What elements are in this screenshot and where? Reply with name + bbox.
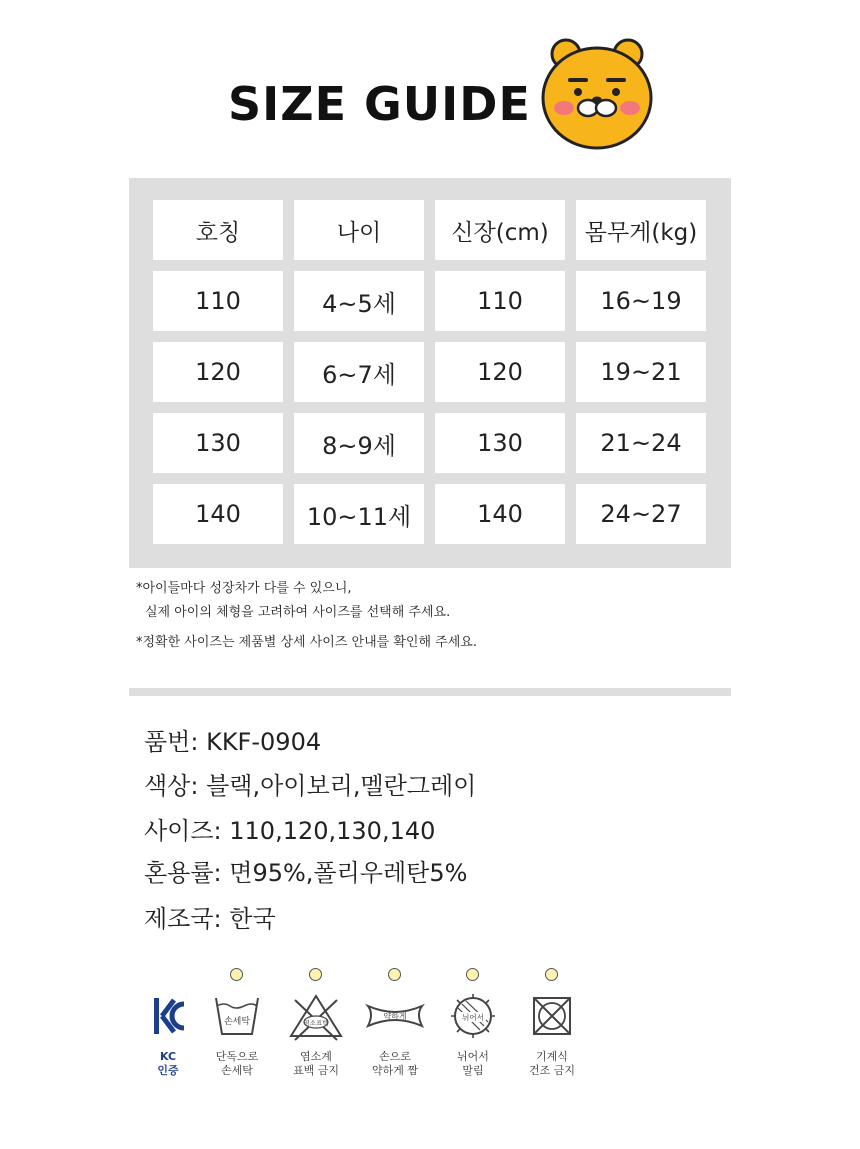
- indicator-dot-icon: [466, 968, 479, 981]
- no-tumble-dry-icon: [517, 992, 587, 1044]
- care-item-gentle-wring: [360, 962, 430, 1082]
- flat-dry-icon: [438, 992, 508, 1044]
- bear-mascot-icon: [538, 36, 656, 150]
- table-cell: 120: [153, 342, 283, 402]
- indicator-dot-icon: [230, 968, 243, 981]
- svg-text:손세탁: 손세탁: [223, 1017, 251, 1027]
- table-cell: 24~27: [576, 484, 706, 544]
- care-label-line1: 손으로: [379, 1050, 411, 1063]
- table-cell: 130: [435, 413, 565, 473]
- care-item-no-bleach: [281, 962, 351, 1082]
- header-cell: 신장(cm): [435, 200, 565, 260]
- indicator-dot-icon: [545, 968, 558, 981]
- care-label-line2: 건조 금지: [528, 1064, 575, 1077]
- care-label-line2: 약하게 짬: [371, 1064, 418, 1077]
- care-item-hand-wash: [202, 962, 272, 1082]
- table-cell: 140: [153, 484, 283, 544]
- kc-label-line2: 인증: [157, 1064, 179, 1077]
- care-label-line1: 염소계: [300, 1050, 332, 1063]
- kc-certification: [148, 994, 188, 1084]
- kc-mark-icon: [148, 994, 188, 1042]
- table-cell: 16~19: [576, 271, 706, 331]
- table-cell: 4~5세: [294, 271, 424, 331]
- indicator-dot-icon: [388, 968, 401, 981]
- note-line: *아이들마다 성장차가 다를 수 있으니,: [136, 581, 352, 596]
- svg-text:염소표백: 염소표백: [303, 1019, 329, 1027]
- table-cell: 110: [153, 271, 283, 331]
- note-line: *정확한 사이즈는 제품별 상세 사이즈 안내를 확인해 주세요.: [136, 635, 477, 650]
- care-label-line2: 손세탁: [221, 1064, 253, 1077]
- care-item-flat-dry: [438, 962, 508, 1082]
- item-number: 품번: KKF-0904: [144, 728, 322, 756]
- section-divider: [129, 688, 731, 696]
- kc-label-line1: KC: [159, 1050, 177, 1063]
- note-line: 실제 아이의 체형을 고려하여 사이즈를 선택해 주세요.: [145, 605, 451, 620]
- svg-text:뉘어서: 뉘어서: [462, 1013, 484, 1022]
- gentle-wring-icon: [360, 992, 430, 1044]
- header-cell: 몸무게(kg): [576, 200, 706, 260]
- color-options: 색상: 블랙,아이보리,멜란그레이: [144, 772, 477, 800]
- care-item-no-tumble-dry: [517, 962, 587, 1082]
- size-table: [129, 178, 731, 568]
- page-title: SIZE GUIDE: [228, 77, 531, 131]
- table-cell: 10~11세: [294, 484, 424, 544]
- care-label-line2: 말림: [462, 1064, 484, 1077]
- svg-text:약하게: 약하게: [383, 1012, 407, 1021]
- no-bleach-icon: [281, 992, 351, 1044]
- table-cell: 130: [153, 413, 283, 473]
- table-cell: 8~9세: [294, 413, 424, 473]
- table-cell: 120: [435, 342, 565, 402]
- indicator-dot-icon: [309, 968, 322, 981]
- care-label-line2: 표백 금지: [292, 1064, 339, 1077]
- country-of-origin: 제조국: 한국: [144, 905, 276, 933]
- table-cell: 19~21: [576, 342, 706, 402]
- care-label-line1: 단독으로: [215, 1050, 259, 1063]
- care-label-line1: 뉘어서: [457, 1050, 489, 1063]
- table-cell: 110: [435, 271, 565, 331]
- table-cell: 21~24: [576, 413, 706, 473]
- table-cell: 6~7세: [294, 342, 424, 402]
- material-composition: 혼용률: 면95%,폴리우레탄5%: [144, 859, 468, 887]
- care-label-line1: 기계식: [536, 1050, 568, 1063]
- header-cell: 나이: [294, 200, 424, 260]
- hand-wash-icon: [202, 992, 272, 1044]
- header-cell: 호칭: [153, 200, 283, 260]
- table-cell: 140: [435, 484, 565, 544]
- size-options: 사이즈: 110,120,130,140: [144, 817, 436, 845]
